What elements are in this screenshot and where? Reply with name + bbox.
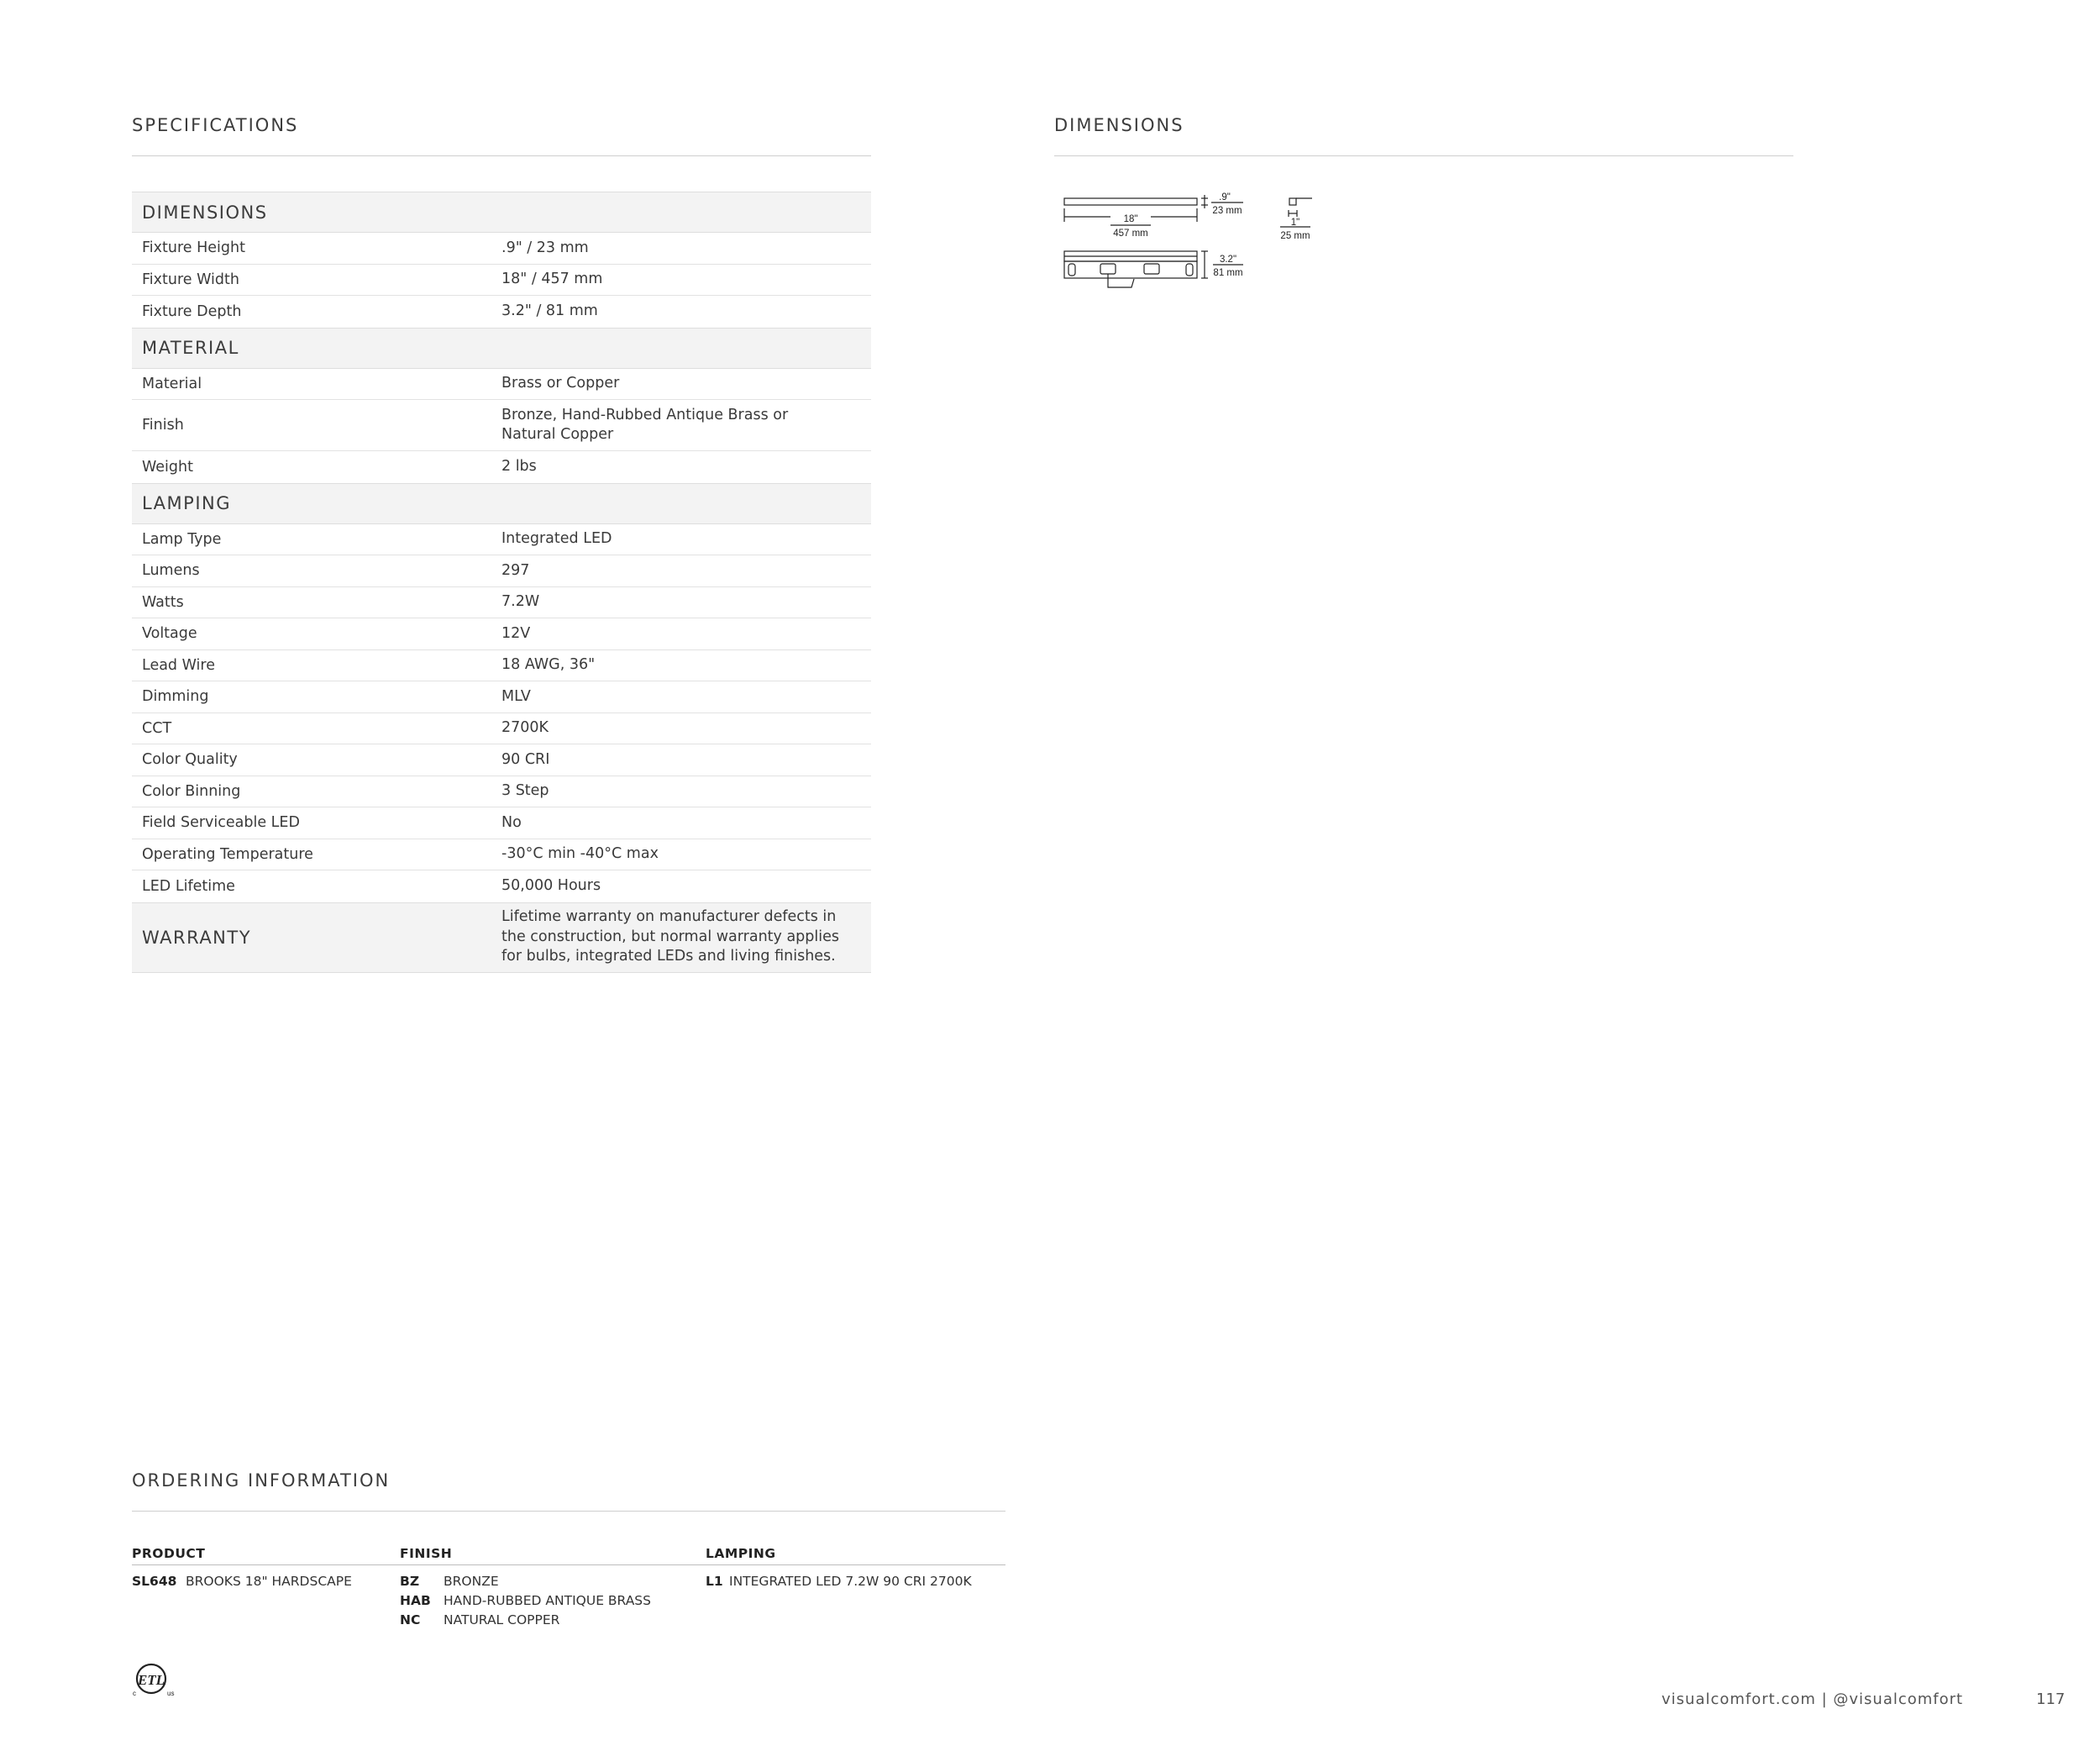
spec-row-watts — [132, 587, 871, 619]
ordering-finish-item — [400, 1612, 559, 1627]
spec-row-fixture-width — [132, 265, 871, 297]
spec-label: Watts — [142, 593, 184, 611]
spec-value: Bronze, Hand-Rubbed Antique Brass or Natural Copper — [501, 407, 789, 443]
height-mm-label: 23 mm — [1212, 206, 1242, 216]
spec-value: Integrated LED — [501, 530, 612, 548]
finish-name: NATURAL COPPER — [444, 1612, 560, 1627]
spec-value: Brass or Copper — [501, 375, 620, 392]
ordering-finish-item — [400, 1574, 499, 1589]
lamping-name: INTEGRATED LED 7.2W 90 CRI 2700K — [729, 1574, 972, 1589]
warranty-text: Lifetime warranty on manufacturer defects in the construction, but normal warranty applies for bulbs, integrated LEDs and living finishes. — [501, 908, 840, 965]
spec-row-weight — [132, 451, 871, 483]
fixture-dimension-drawing — [1060, 188, 1329, 289]
depth-mm-label: 81 mm — [1213, 268, 1243, 278]
spec-group-material: MATERIAL — [132, 328, 871, 369]
side-view-profile — [1289, 198, 1296, 205]
etl-c-mark: c — [133, 1690, 136, 1697]
spec-value: 90 CRI — [501, 750, 550, 768]
width-in-label: 18" — [1123, 214, 1138, 224]
spec-value: MLV — [501, 687, 531, 705]
spec-label: Fixture Width — [142, 271, 239, 288]
spec-group-lamping: LAMPING — [132, 483, 871, 524]
spec-label: Lumens — [142, 562, 200, 580]
ordering-product — [132, 1574, 352, 1589]
spec-row-operating-temperature — [132, 839, 871, 871]
footer-website: visualcomfort.com | @visualcomfort — [1662, 1691, 1964, 1708]
ordering-column-product: PRODUCT — [132, 1546, 206, 1561]
ordering-column-finish: FINISH — [400, 1546, 453, 1561]
front-view-bar — [1064, 198, 1197, 205]
warranty-title: WARRANTY — [142, 927, 252, 948]
spec-label: Finish — [142, 417, 184, 434]
width-mm-label: 457 mm — [1113, 229, 1148, 239]
spec-row-material — [132, 369, 871, 401]
spec-label: Fixture Height — [142, 239, 245, 257]
spec-row-led-lifetime — [132, 870, 871, 902]
ordering-finish-item — [400, 1593, 651, 1608]
lamping-code: L1 — [706, 1574, 723, 1589]
etl-mark: ETL — [137, 1672, 165, 1688]
spec-row-field-serviceable-led — [132, 807, 871, 839]
ordering-divider — [132, 1511, 1005, 1512]
spec-label: Voltage — [142, 625, 197, 643]
spec-row-fixture-height — [132, 233, 871, 265]
spec-label: Dimming — [142, 688, 209, 706]
spec-label: Operating Temperature — [142, 845, 313, 863]
specifications-title: SPECIFICATIONS — [132, 115, 299, 135]
spec-group-warranty — [132, 902, 871, 973]
spec-value: No — [501, 813, 522, 831]
spec-row-cct — [132, 713, 871, 745]
spec-value: 50,000 Hours — [501, 877, 601, 895]
spec-value: 3 Step — [501, 782, 549, 800]
finish-name: BRONZE — [444, 1574, 499, 1589]
ordering-title: ORDERING INFORMATION — [132, 1470, 391, 1491]
depth-in-label: 3.2" — [1219, 255, 1237, 265]
etl-us-mark: us — [167, 1690, 175, 1697]
etl-listed-logo — [131, 1662, 180, 1701]
specifications-divider — [132, 155, 871, 156]
finish-name: HAND-RUBBED ANTIQUE BRASS — [444, 1593, 651, 1608]
side-in-label: 1" — [1290, 218, 1300, 228]
finish-code: BZ — [400, 1574, 420, 1589]
spec-row-color-quality — [132, 744, 871, 776]
spec-row-color-binning — [132, 776, 871, 808]
spec-value: -30°C min -40°C max — [501, 845, 659, 863]
spec-row-voltage — [132, 618, 871, 650]
spec-value: 7.2W — [501, 593, 540, 611]
dimensions-divider — [1054, 155, 1793, 156]
spec-label: Lamp Type — [142, 530, 222, 548]
spec-row-dimming — [132, 681, 871, 713]
spec-value: 2700K — [501, 719, 549, 737]
product-name: BROOKS 18" HARDSCAPE — [186, 1574, 352, 1589]
spec-row-fixture-depth — [132, 296, 871, 328]
spec-label: CCT — [142, 719, 172, 737]
spec-label: Weight — [142, 458, 193, 476]
spec-label: Lead Wire — [142, 656, 215, 674]
spec-value: 297 — [501, 561, 530, 579]
product-code: SL648 — [132, 1574, 177, 1589]
spec-label: Material — [142, 375, 202, 392]
ordering-lamping — [706, 1574, 972, 1589]
spec-label: Fixture Depth — [142, 302, 242, 320]
spec-row-lamp-type — [132, 524, 871, 556]
spec-value: .9" / 23 mm — [501, 239, 589, 256]
spec-label: LED Lifetime — [142, 877, 235, 895]
finish-code: NC — [400, 1612, 421, 1627]
specifications-table — [132, 192, 871, 973]
ordering-column-lamping: LAMPING — [706, 1546, 776, 1561]
spec-label: Color Quality — [142, 751, 238, 769]
spec-row-lumens — [132, 555, 871, 587]
spec-value: 2 lbs — [501, 458, 537, 476]
spec-value: 18" / 457 mm — [501, 271, 603, 288]
spec-value: 12V — [501, 624, 531, 642]
page-number: 117 — [2036, 1691, 2066, 1708]
spec-label: Color Binning — [142, 782, 241, 800]
dimensions-title: DIMENSIONS — [1054, 115, 1184, 135]
spec-row-finish — [132, 400, 871, 451]
spec-row-lead-wire — [132, 650, 871, 682]
spec-value: 18 AWG, 36" — [501, 656, 596, 674]
spec-group-dimensions: DIMENSIONS — [132, 192, 871, 233]
height-in-label: .9" — [1219, 192, 1231, 202]
spec-label: Field Serviceable LED — [142, 814, 300, 832]
finish-code: HAB — [400, 1593, 431, 1608]
spec-value: 3.2" / 81 mm — [501, 302, 598, 320]
side-mm-label: 25 mm — [1280, 231, 1310, 241]
ordering-header-divider — [132, 1564, 1005, 1565]
